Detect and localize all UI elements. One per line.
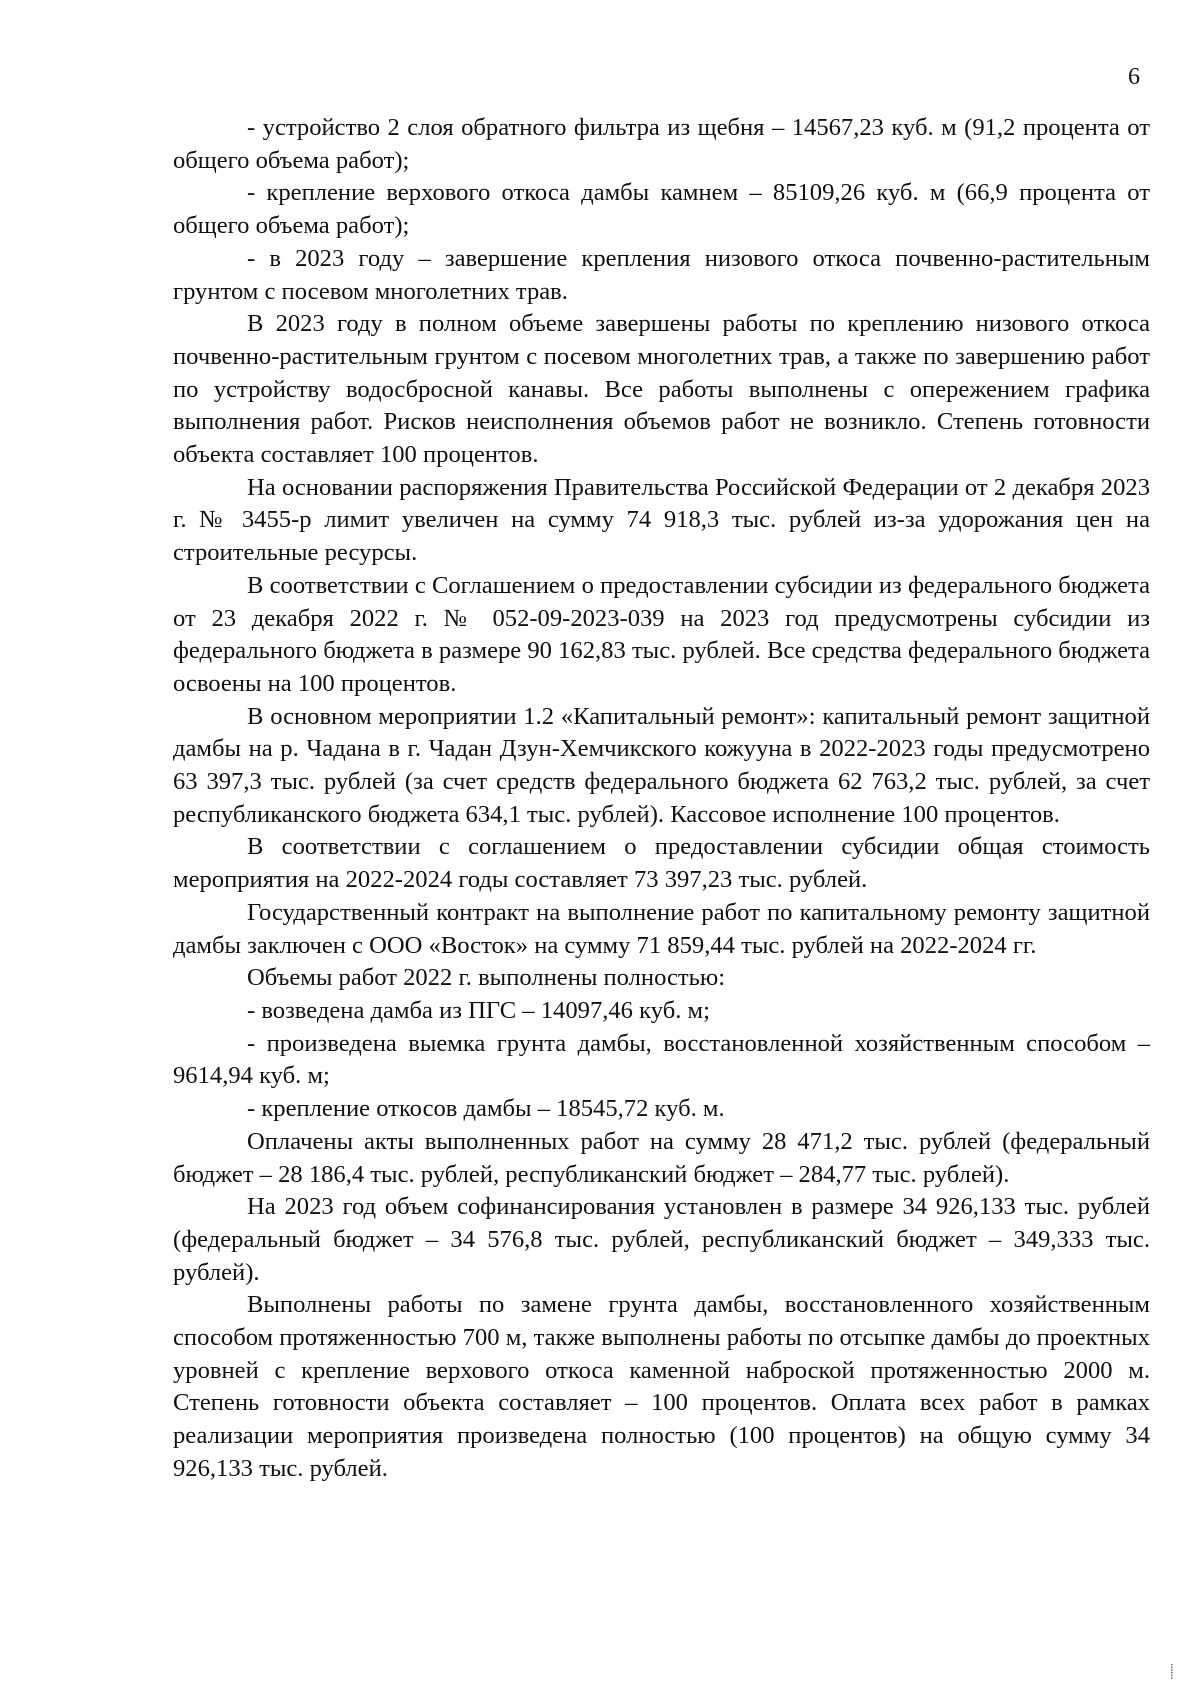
paragraph-2023-cofinancing: На 2023 год объем софинансирования установлен в размере 34 926,133 тыс. рублей (федеральный бюджет – 34 576,8 тыс. рублей, республиканский бюджет – 349,333 тыс. рублей). <box>173 1193 1150 1286</box>
paragraph-upstream-slope-stone: - крепление верхового откоса дамбы камнем – 85109,26 куб. м (66,9 процента от общего объема работ); <box>173 179 1150 240</box>
document-body <box>173 112 1150 1486</box>
page-number: 6 <box>1128 64 1140 90</box>
paragraph-2023-downstream-slope: - в 2023 году – завершение крепления низового откоса почвенно-растительным грунтом с посевом многолетних трав. <box>173 244 1150 305</box>
paragraph-paid-acts: Оплачены акты выполненных работ на сумму 28 471,2 тыс. рублей (федеральный бюджет – 28 186,4 тыс. рублей, республиканский бюджет – 284,77 тыс. рублей). <box>173 1127 1150 1188</box>
scan-artifact: ⸽ <box>1170 1664 1174 1680</box>
paragraph-subsidy-agreement: В соответствии с Соглашением о предоставлении субсидии из федерального бюджета от 23 декабря 2022 г. № 052-09-2023-039 на 2023 год предусмотрены субсидии из федерального бюджета в размере 90 162,83 тыс. рублей. Все средства федерального бюджета освоены на 100 процентов. <box>173 571 1150 697</box>
paragraph-soil-excavation: - произведена выемка грунта дамбы, восстановленной хозяйственным способом – 9614,94 куб. м; <box>173 1029 1150 1090</box>
paragraph-total-cost: В соответствии с соглашением о предоставлении субсидии общая стоимость мероприятия на 2022-2024 годы составляет 73 397,23 тыс. рублей. <box>173 833 1150 894</box>
paragraph-government-order: На основании распоряжения Правительства Российской Федерации от 2 декабря 2023 г. № 3455-р лимит увеличен на сумму 74 918,3 тыс. рублей из-за удорожания цен на строительные ресурсы. <box>173 473 1150 567</box>
paragraph-2023-works-completed: В 2023 году в полном объеме завершены работы по креплению низового откоса почвенно-растительным грунтом с посевом многолетних трав, а также по завершению работ по устройству водосбросной канавы. Все работы выполнены с опережением графика выполнения работ. Рисков неисполнения объемов работ не возникло. Степень готовности объекта составляет 100 процентов. <box>173 310 1150 469</box>
paragraph-works-performed: Выполнены работы по замене грунта дамбы, восстановленного хозяйственным способом протяженностью 700 м, также выполнены работы по отсыпке дамбы до проектных уровней с крепление верхового откоса каменной наброской протяженностью 2000 м. Степень готовности объекта составляет – 100 процентов. Оплата всех работ в рамках реализации мероприятия произведена полностью (100 процентов) на общую сумму 34 926,133 тыс. рублей. <box>173 1291 1150 1482</box>
paragraph-capital-repair: В основном мероприятии 1.2 «Капитальный ремонт»: капитальный ремонт защитной дамбы на р. Чадана в г. Чадан Дзун-Хемчикского кожууна в 2022-2023 годы предусмотрено 63 397,3 тыс. рублей (за счет средств федерального бюджета 62 763,2 тыс. рублей, за счет республиканского бюджета 634,1 тыс. рублей). Кассовое исполнение 100 процентов. <box>173 702 1150 828</box>
paragraph-slope-reinforcement: - крепление откосов дамбы – 18545,72 куб. м. <box>247 1095 725 1123</box>
paragraph-filter-layers: - устройство 2 слоя обратного фильтра из щебня – 14567,23 куб. м (91,2 процента от общего объема работ); <box>173 114 1150 174</box>
paragraph-state-contract: Государственный контракт на выполнение работ по капитальному ремонту защитной дамбы заключен с ООО «Восток» на сумму 71 859,44 тыс. рублей на 2022-2024 гг. <box>173 898 1150 959</box>
paragraph-2022-volumes: Объемы работ 2022 г. выполнены полностью: <box>247 964 726 992</box>
paragraph-dam-construction: - возведена дамба из ПГС – 14097,46 куб. м; <box>247 996 710 1024</box>
